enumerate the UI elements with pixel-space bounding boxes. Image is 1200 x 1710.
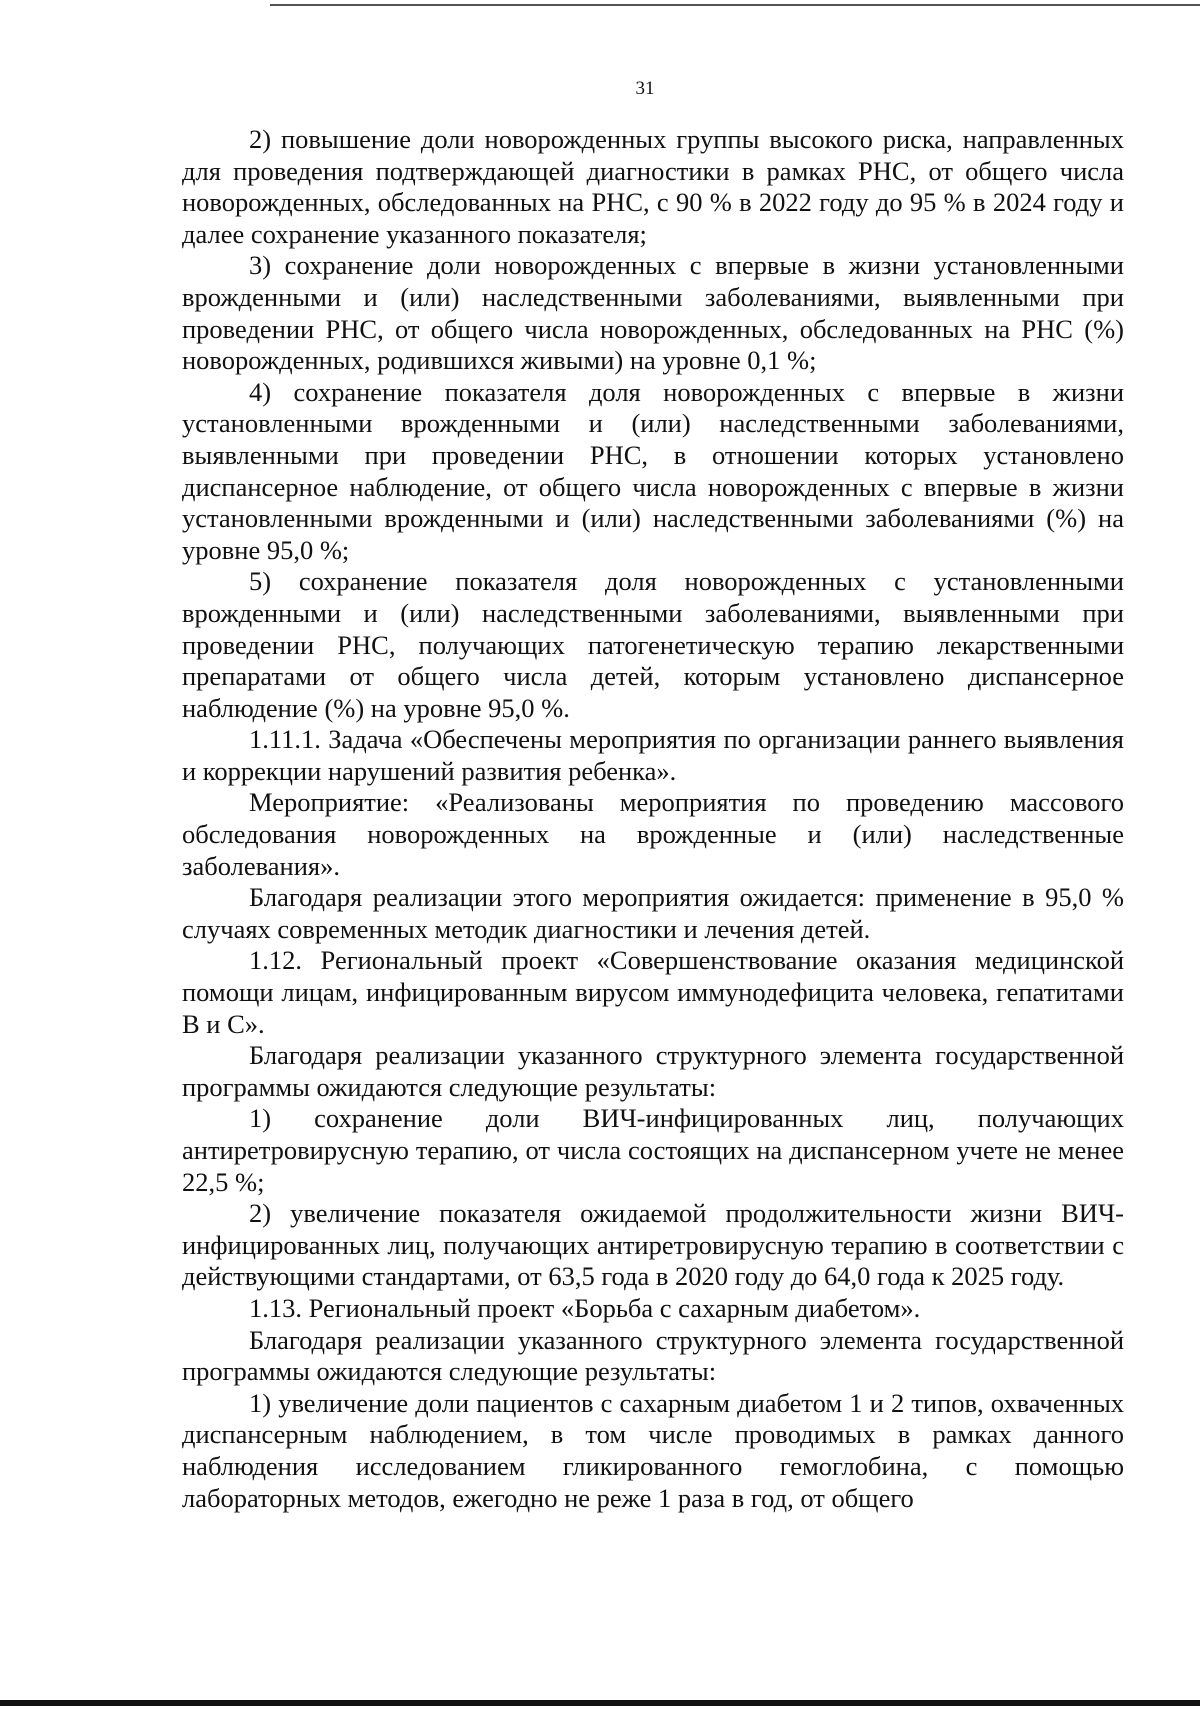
paragraph-item-2: 2) повышение доли новорожденных группы высокого риска, направленных для проведения подтверждающей диагностики в рамках РНС, от общего числа новорожденных, обследованных на РНС, с 90 % в 2022 году до 95 % в 2024 году и далее сохранение указанного показателя; [182, 124, 1124, 249]
paragraph-results-intro-1-12: Благодаря реализации указанного структурного элемента государственной программы ожидаются следующие результаты: [182, 1040, 1124, 1102]
bottom-scan-edge-line [0, 1700, 1200, 1706]
document-body [182, 124, 1124, 1514]
paragraph-project-1-12: 1.12. Региональный проект «Совершенствование оказания медицинской помощи лицам, инфицированным вирусом иммунодефицита человека, гепатитами В и С». [182, 945, 1124, 1039]
top-scan-edge-line [270, 4, 1200, 6]
paragraph-project-1-13: 1.13. Региональный проект «Борьба с сахарным диабетом». [249, 1292, 921, 1323]
paragraph-item-4: 4) сохранение показателя доля новорожденных с впервые в жизни установленными врожденными и (или) наследственными заболеваниями, выявленными при проведении РНС, в отношении которых установлено диспансерное наблюдение, от общего числа новорожденных с впервые в жизни установленными врожденными и (или) наследственными заболеваниями (%) на уровне 95,0 %; [182, 376, 1124, 565]
paragraph-measure: Мероприятие: «Реализованы мероприятия по проведению массового обследования новорожденных на врожденные и (или) наследственные заболевания». [182, 787, 1124, 881]
paragraph-task-1-11-1: 1.11.1. Задача «Обеспечены мероприятия по организации раннего выявления и коррекции нарушений развития ребенка». [182, 724, 1124, 786]
paragraph-hiv-item-2: 2) увеличение показателя ожидаемой продолжительности жизни ВИЧ-инфицированных лиц, получающих антиретровирусную терапию в соответствии с действующими стандартами, от 63,5 года в 2020 году до 64,0 года к 2025 году. [182, 1198, 1124, 1292]
paragraph-diabetes-item-1: 1) увеличение доли пациентов с сахарным диабетом 1 и 2 типов, охваченных диспансерным наблюдением, в том числе проводимых в рамках данного наблюдения исследованием гликированного гемоглобина, с помощью лабораторных методов, ежегодно не реже 1 раза в год, от общего [182, 1387, 1124, 1513]
page-number: 31 [635, 78, 655, 99]
paragraph-results-intro-1-13: Благодаря реализации указанного структурного элемента государственной программы ожидаются следующие результаты: [182, 1324, 1124, 1387]
paragraph-hiv-item-1: 1) сохранение доли ВИЧ-инфицированных лиц, получающих антиретровирусную терапию, от числа состоящих на диспансерном учете не менее 22,5 %; [182, 1103, 1124, 1197]
paragraph-item-3: 3) сохранение доли новорожденных с впервые в жизни установленными врожденными и (или) наследственными заболеваниями, выявленными при проведении РНС, от общего числа новорожденных, обследованных на РНС (%) новорожденных, родившихся живыми) на уровне 0,1 %; [182, 250, 1124, 376]
paragraph-expected-result: Благодаря реализации этого мероприятия ожидается: применение в 95,0 % случаях современных методик диагностики и лечения детей. [182, 882, 1124, 944]
paragraph-item-5: 5) сохранение показателя доля новорожденных с установленными врожденными и (или) наследственными заболеваниями, выявленными при проведении РНС, получающих патогенетическую терапию лекарственными препаратами от общего числа детей, которым установлено диспансерное наблюдение (%) на уровне 95,0 %. [182, 566, 1124, 723]
